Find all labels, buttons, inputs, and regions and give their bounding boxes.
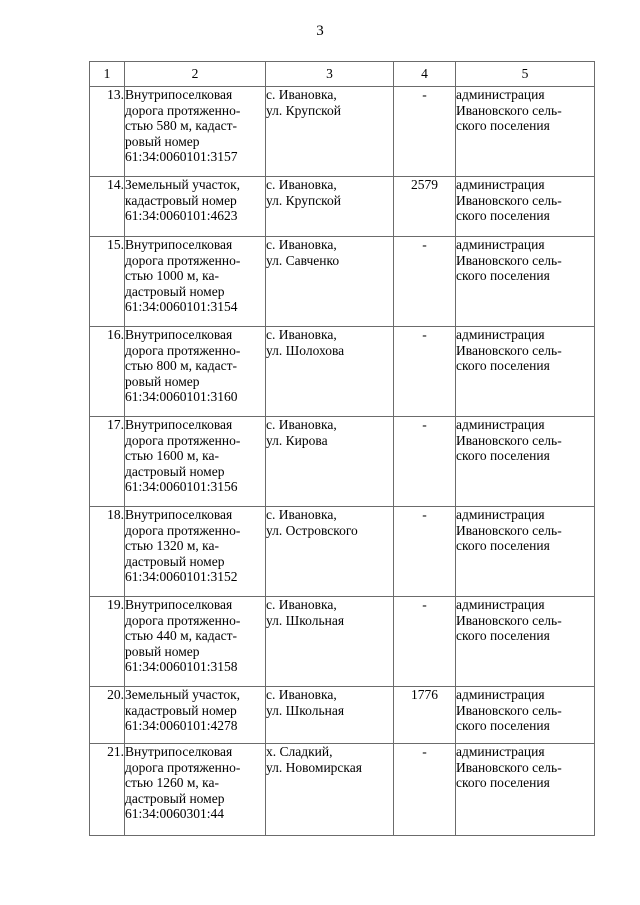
- object-location: х. Сладкий, ул. Новомирская: [266, 744, 394, 836]
- object-description: Внутрипоселковая дорога протяженно- стью 800 м, кадаст- ровый номер 61:34:0060101:3160: [125, 327, 266, 417]
- page-number: 3: [316, 23, 324, 39]
- object-description: Земельный участок, кадастровый номер 61:34:0060101:4278: [125, 687, 266, 744]
- object-owner: администрация Ивановского сель- ского поселения: [456, 327, 595, 417]
- object-area: 1776: [394, 687, 456, 744]
- row-number: 18.: [90, 507, 125, 597]
- object-owner: администрация Ивановского сель- ского поселения: [456, 237, 595, 327]
- table-row: [90, 597, 595, 687]
- table-row: [90, 507, 595, 597]
- table-row: [90, 687, 595, 744]
- object-location: с. Ивановка, ул. Школьная: [266, 597, 394, 687]
- object-owner: администрация Ивановского сель- ского поселения: [456, 744, 595, 836]
- object-area: -: [394, 597, 456, 687]
- object-location: с. Ивановка, ул. Шолохова: [266, 327, 394, 417]
- table-row: [90, 87, 595, 177]
- row-number: 17.: [90, 417, 125, 507]
- property-registry-table: [89, 61, 595, 836]
- object-description: Внутрипоселковая дорога протяженно- стью 1600 м, ка- дастровый номер 61:34:0060101:3156: [125, 417, 266, 507]
- header-row: [90, 62, 595, 87]
- object-area: -: [394, 327, 456, 417]
- object-description: Внутрипоселковая дорога протяженно- стью 1260 м, ка- дастровый номер 61:34:0060301:44: [125, 744, 266, 836]
- object-owner: администрация Ивановского сель- ского поселения: [456, 687, 595, 744]
- column-header-5: 5: [456, 62, 595, 87]
- object-description: Внутрипоселковая дорога протяженно- стью 1320 м, ка- дастровый номер 61:34:0060101:3152: [125, 507, 266, 597]
- row-number: 13.: [90, 87, 125, 177]
- row-number: 14.: [90, 177, 125, 237]
- object-owner: администрация Ивановского сель- ского поселения: [456, 87, 595, 177]
- object-area: -: [394, 237, 456, 327]
- object-location: с. Ивановка, ул. Крупской: [266, 177, 394, 237]
- table-row: [90, 744, 595, 836]
- column-header-1: 1: [90, 62, 125, 87]
- column-header-3: 3: [266, 62, 394, 87]
- object-description: Внутрипоселковая дорога протяженно- стью 580 м, кадаст- ровый номер 61:34:0060101:3157: [125, 87, 266, 177]
- object-location: с. Ивановка, ул. Савченко: [266, 237, 394, 327]
- object-description: Внутрипоселковая дорога протяженно- стью 440 м, кадаст- ровый номер 61:34:0060101:3158: [125, 597, 266, 687]
- row-number: 21.: [90, 744, 125, 836]
- object-location: с. Ивановка, ул. Островского: [266, 507, 394, 597]
- column-header-4: 4: [394, 62, 456, 87]
- table-row: [90, 417, 595, 507]
- table-header: [90, 62, 595, 87]
- object-owner: администрация Ивановского сель- ского поселения: [456, 177, 595, 237]
- table-body: [90, 87, 595, 836]
- column-header-2: 2: [125, 62, 266, 87]
- object-area: -: [394, 87, 456, 177]
- object-location: с. Ивановка, ул. Школьная: [266, 687, 394, 744]
- table-row: [90, 177, 595, 237]
- table-row: [90, 237, 595, 327]
- object-location: с. Ивановка, ул. Крупской: [266, 87, 394, 177]
- row-number: 19.: [90, 597, 125, 687]
- object-area: 2579: [394, 177, 456, 237]
- object-owner: администрация Ивановского сель- ского поселения: [456, 417, 595, 507]
- object-owner: администрация Ивановского сель- ского поселения: [456, 507, 595, 597]
- object-area: -: [394, 417, 456, 507]
- object-area: -: [394, 744, 456, 836]
- object-description: Внутрипоселковая дорога протяженно- стью 1000 м, ка- дастровый номер 61:34:0060101:3154: [125, 237, 266, 327]
- row-number: 20.: [90, 687, 125, 744]
- object-description: Земельный участок, кадастровый номер 61:34:0060101:4623: [125, 177, 266, 237]
- row-number: 16.: [90, 327, 125, 417]
- row-number: 15.: [90, 237, 125, 327]
- object-area: -: [394, 507, 456, 597]
- object-owner: администрация Ивановского сель- ского поселения: [456, 597, 595, 687]
- table-row: [90, 327, 595, 417]
- object-location: с. Ивановка, ул. Кирова: [266, 417, 394, 507]
